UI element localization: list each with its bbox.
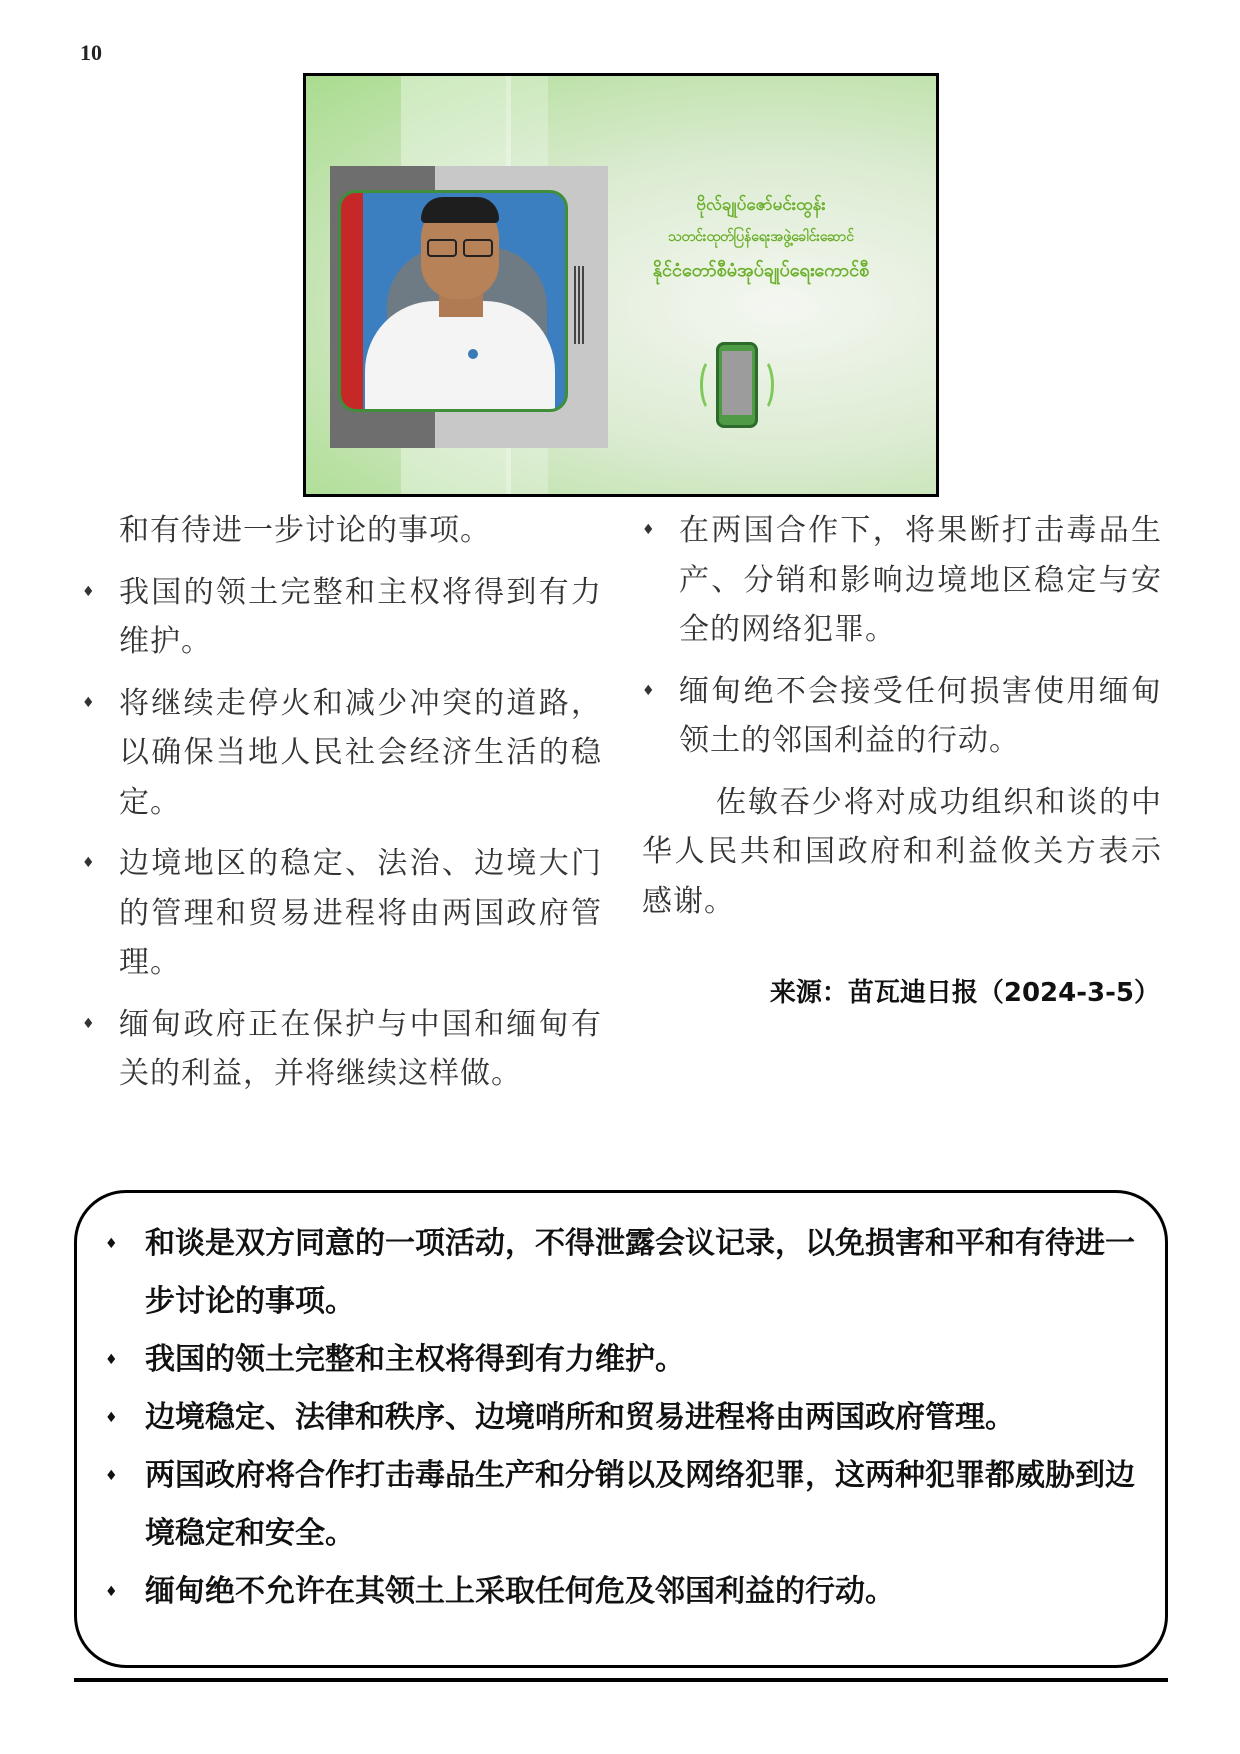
news-photo	[303, 73, 939, 497]
spokesperson-portrait	[338, 190, 568, 412]
list-item: ♦ 边境稳定、法律和秩序、边境哨所和贸易进程将由两国政府管理。	[105, 1389, 1141, 1447]
left-bullet-list	[82, 568, 602, 1099]
list-item: ♦ 两国政府将合作打击毒品生产和分销以及网络犯罪，这两种犯罪都威胁到边境稳定和安全。	[105, 1447, 1141, 1563]
page-number: 10	[80, 40, 102, 65]
right-column	[642, 506, 1162, 926]
list-item: ♦ 我国的领土完整和主权将得到有力维护。	[82, 568, 602, 667]
list-item: ♦ 缅甸政府正在保护与中国和缅甸有关的利益，并将继续这样做。	[82, 1000, 602, 1099]
bullet-icon: ♦	[82, 1015, 96, 1032]
bullet-icon: ♦	[642, 522, 656, 538]
source-citation: 来源：苗瓦迪日报（2024-3-5）	[769, 978, 1160, 1008]
bottom-rule	[74, 1678, 1168, 1682]
list-item: ♦ 缅甸绝不会接受任何损害使用缅甸领土的邻国利益的行动。	[642, 667, 1162, 766]
caption-title: သတင်းထုတ်ပြန်ရေးအဖွဲ့ခေါင်းဆောင်	[667, 229, 855, 245]
bullet-icon: ♦	[105, 1236, 118, 1252]
list-item: ♦ 和谈是双方同意的一项活动，不得泄露会议记录，以免损害和平和有待进一步讨论的事项。	[105, 1215, 1141, 1331]
bullet-icon: ♦	[105, 1468, 118, 1484]
closing-paragraph: 佐敏吞少将对成功组织和谈的中华人民共和国政府和利益攸关方表示感谢。	[642, 784, 1162, 919]
tv-frame	[330, 166, 608, 448]
list-item: ♦ 边境地区的稳定、法治、边境大门的管理和贸易进程将由两国政府管理。	[82, 839, 602, 988]
caption-organization: နိုင်ငံတော်စီမံအုပ်ချုပ်ရေးကောင်စီ	[652, 260, 870, 281]
summary-box	[74, 1190, 1168, 1668]
caption-name: ဗိုလ်ချုပ်ဇော်မင်းထွန်း	[696, 195, 826, 215]
list-item: ♦ 在两国合作下，将果断打击毒品生产、分销和影响边境地区稳定与安全的网络犯罪。	[642, 506, 1162, 655]
continuation-text: 和有待进一步讨论的事项。	[119, 513, 491, 548]
bullet-icon: ♦	[105, 1410, 118, 1426]
left-column	[82, 506, 602, 1111]
bullet-icon: ♦	[105, 1584, 118, 1600]
bullet-icon: ♦	[82, 583, 96, 600]
bullet-icon: ♦	[82, 855, 96, 871]
flag-icon	[341, 193, 363, 409]
bullet-icon: ♦	[642, 682, 656, 699]
mobile-phone-icon	[704, 340, 770, 438]
list-item: ♦ 我国的领土完整和主权将得到有力维护。	[105, 1331, 1141, 1389]
bullet-icon: ♦	[82, 694, 96, 711]
burmese-caption	[636, 194, 886, 285]
right-bullet-list	[642, 506, 1162, 766]
list-item: ♦ 将继续走停火和减少冲突的道路，以确保当地人民社会经济生活的稳定。	[82, 679, 602, 828]
bullet-icon: ♦	[105, 1352, 118, 1368]
summary-list	[105, 1215, 1141, 1621]
list-item: ♦ 缅甸绝不允许在其领土上采取任何危及邻国利益的行动。	[105, 1563, 1141, 1621]
